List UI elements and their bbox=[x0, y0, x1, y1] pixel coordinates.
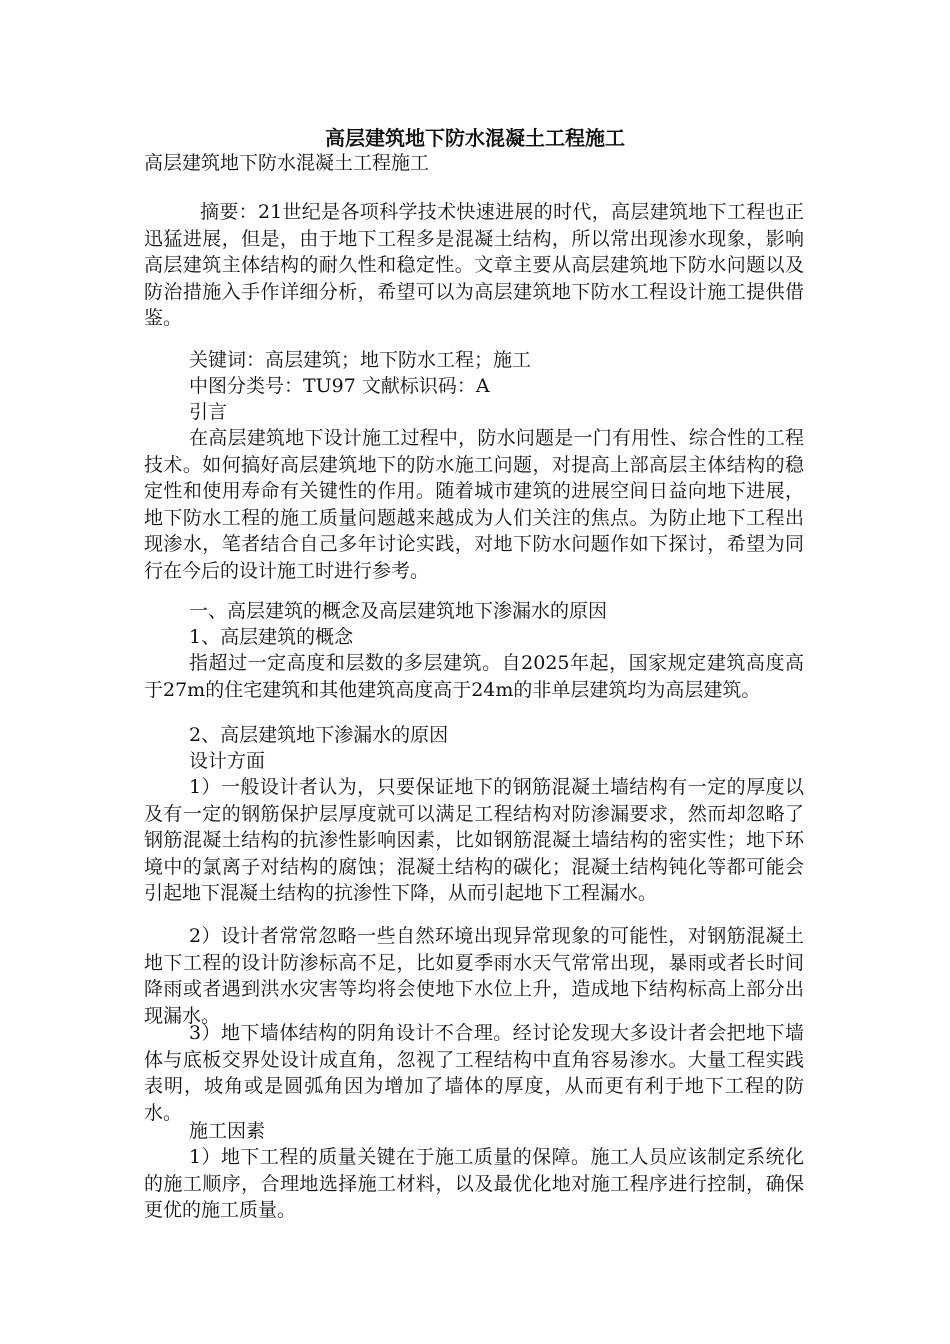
section-1-heading: 一、高层建筑的概念及高层建筑地下渗漏水的原因 bbox=[189, 600, 608, 622]
section-1-2-heading: 2、高层建筑地下渗漏水的原因 bbox=[189, 724, 449, 746]
section-1-1-paragraph: 指超过一定高度和层数的多层建筑。自2025年起，国家规定建筑高度高于27m的住宅建筑和其他建筑高度高于24m的非单层建筑均为高层建筑。 bbox=[144, 652, 804, 701]
design-paragraph-2: 2）设计者常常忽略一些自然环境出现异常现象的可能性，对钢筋混凝土地下工程的设计防渗标高不足，比如夏季雨水天气常常出现，暴雨或者长时间降雨或者遇到洪水灾害等均将会使地下水位上升，造成地下结构标高上部分出现漏水。 bbox=[144, 925, 804, 1027]
document-title: 高层建筑地下防水混凝土工程施工 bbox=[325, 126, 625, 150]
construction-paragraph-1: 1）地下工程的质量关键在于施工质量的保障。施工人员应该制定系统化的施工顺序，合理地选择施工材料，以及最优化地对施工程序进行控制，确保更优的施工质量。 bbox=[144, 1146, 804, 1221]
abstract-paragraph: 摘要：21世纪是各项科学技术快速进展的时代，高层建筑地下工程也正迅猛进展，但是，由于地下工程多是混凝土结构，所以常出现渗水现象，影响高层建筑主体结构的耐久性和稳定性。文章主要从高层建筑地下防水问题以及防治措施入手作详细分析，希望可以为高层建筑地下防水工程设计施工提供借鉴。 bbox=[144, 201, 804, 329]
keywords-line: 关键词：高层建筑；地下防水工程；施工 bbox=[189, 349, 532, 371]
intro-paragraph: 在高层建筑地下设计施工过程中，防水问题是一门有用性、综合性的工程技术。如何搞好高层建筑地下的防水施工问题，对提高上部高层主体结构的稳定性和使用寿命有关键性的作用。随着城市建筑的进展空间日益向地下进展，地下防水工程的施工质量问题越来越成为人们关注的焦点。为防止地下工程出现渗水，笔者结合自己多年讨论实践，对地下防水问题作如下探讨，希望为同行在今后的设计施工时进行参考。 bbox=[144, 427, 804, 582]
classification-line: 中图分类号：TU97 文献标识码：A bbox=[189, 375, 490, 397]
document-subtitle: 高层建筑地下防水混凝土工程施工 bbox=[144, 152, 430, 174]
design-paragraph-1: 1）一般设计者认为，只要保证地下的钢筋混凝土墙结构有一定的厚度以及有一定的钢筋保护层厚度就可以满足工程结构对防渗漏要求，然而却忽略了钢筋混凝土结构的抗渗性影响因素，比如钢筋混凝土墙结构的密实性；地下环境中的氯离子对结构的腐蚀；混凝土结构的碳化；混凝土结构钝化等都可能会引起地下混凝土结构的抗渗性下降，从而引起地下工程漏水。 bbox=[144, 776, 804, 904]
section-1-1-heading: 1、高层建筑的概念 bbox=[189, 626, 354, 648]
design-paragraph-3: 3）地下墙体结构的阴角设计不合理。经讨论发现大多设计者会把地下墙体与底板交界处设计成直角，忽视了工程结构中直角容易渗水。大量工程实践表明，坡角或是圆弧角因为增加了墙体的厚度，从而更有利于地下工程的防水。 bbox=[144, 1022, 804, 1124]
design-heading: 设计方面 bbox=[189, 750, 266, 772]
construction-heading: 施工因素 bbox=[189, 1120, 266, 1142]
intro-heading: 引言 bbox=[189, 401, 228, 423]
